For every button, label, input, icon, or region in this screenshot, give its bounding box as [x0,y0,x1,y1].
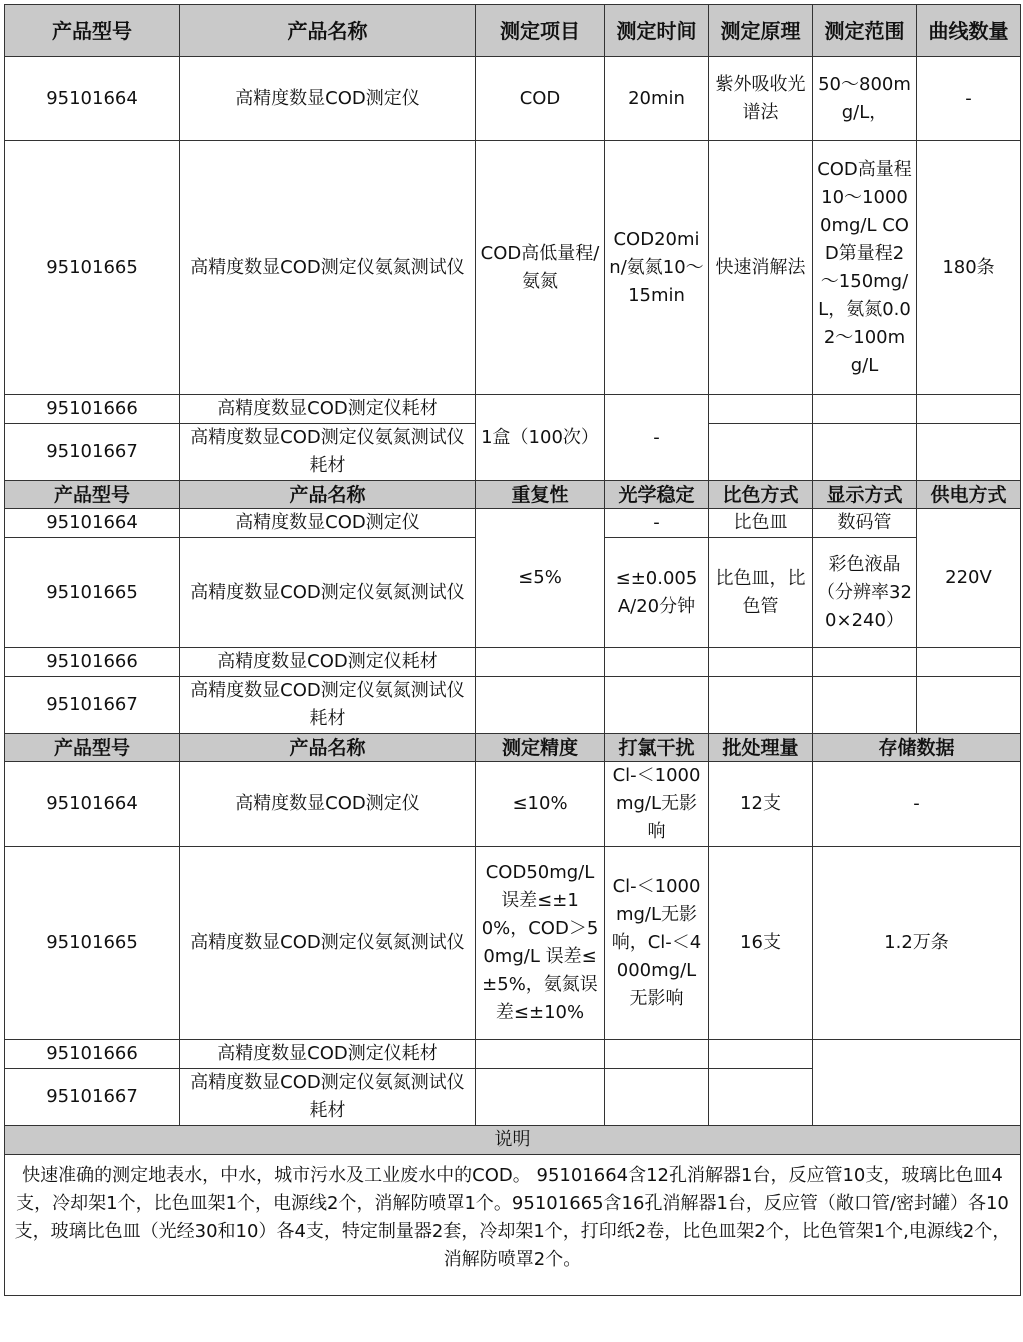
empty-cell [709,395,813,424]
header-item: 测定项目 [476,5,605,57]
range-cell: 50～800mg/L， [813,57,917,141]
model-cell: 95101667 [5,424,180,481]
model-cell: 95101665 [5,538,180,648]
product-name-cell: 高精度数显COD测定仪氨氮测试仪 [180,141,476,395]
table-row [5,141,1021,395]
notes-title: 说明 [5,1126,1021,1155]
notes-text: 快速准确的测定地表水，中水，城市污水及工业废水中的COD。 95101664含12孔消解器1台，反应管10支，玻璃比色皿4支，冷却架1个，比色皿架1个，电源线2个，消解防喷罩1个。95101665含16孔消解器1台，反应管（敞口管/密封罐）各10支，玻璃比色皿（光经30和10）各4支，特定制量器2套，冷却架1个，打印纸2卷，比色皿架2个，比色管架1个,电源线2个，消解防喷罩2个。 [5,1155,1021,1296]
color-method-cell: 比色皿 [709,509,813,538]
model-cell: 95101666 [5,395,180,424]
stability-cell: ≤±0.005A/20分钟 [605,538,709,648]
header-stability: 光学稳定 [605,481,709,509]
product-name-cell: 高精度数显COD测定仪 [180,762,476,847]
range-cell: COD高量程10～10000mg/L COD第量程2～150mg/L，氨氮0.02～100mg/L [813,141,917,395]
product-name-cell: 高精度数显COD测定仪氨氮测试仪 [180,847,476,1040]
empty-cell [917,677,1021,734]
empty-cell [709,1040,813,1069]
empty-cell [813,677,917,734]
model-cell: 95101667 [5,677,180,734]
model-cell: 95101664 [5,57,180,141]
empty-cell [605,677,709,734]
product-name-cell: 高精度数显COD测定仪耗材 [180,1040,476,1069]
product-name-cell: 高精度数显COD测定仪氨氮测试仪耗材 [180,677,476,734]
chlorine-cell: Cl-＜1000mg/L无影响 [605,762,709,847]
color-method-cell: 比色皿，比色管 [709,538,813,648]
header-curves: 曲线数量 [917,5,1021,57]
header-color-method: 比色方式 [709,481,813,509]
empty-cell [476,648,605,677]
empty-cell [709,424,813,481]
table-row [5,677,1021,734]
stability-cell: - [605,509,709,538]
principle-cell: 快速消解法 [709,141,813,395]
display-cell: 彩色液晶（分辨率320×240） [813,538,917,648]
table-row [5,847,1021,1040]
header-accuracy: 测定精度 [476,734,605,762]
storage-cell: 1.2万条 [813,847,1021,1040]
empty-cell [709,677,813,734]
product-name-cell: 高精度数显COD测定仪氨氮测试仪耗材 [180,424,476,481]
header-power: 供电方式 [917,481,1021,509]
header-chlorine: 打氯干扰 [605,734,709,762]
empty-cell [813,395,917,424]
empty-cell [476,1069,605,1126]
empty-cell [813,1040,1021,1126]
empty-cell [709,1069,813,1126]
header-range: 测定范围 [813,5,917,57]
repeatability-cell: ≤5% [476,509,605,648]
chlorine-cell: Cl-＜1000mg/L无影响，Cl-＜4000mg/L无影响 [605,847,709,1040]
item-cell: 1盒（100次） [476,395,605,481]
header-name: 产品名称 [180,481,476,509]
empty-cell [605,1069,709,1126]
model-cell: 95101665 [5,141,180,395]
header-time: 测定时间 [605,5,709,57]
product-name-cell: 高精度数显COD测定仪耗材 [180,648,476,677]
empty-cell [605,1040,709,1069]
header-model: 产品型号 [5,5,180,57]
product-spec-table [4,4,1021,1296]
batch-cell: 16支 [709,847,813,1040]
table-row [5,57,1021,141]
model-cell: 95101665 [5,847,180,1040]
model-cell: 95101666 [5,648,180,677]
power-cell: 220V [917,509,1021,648]
header-name: 产品名称 [180,5,476,57]
header-model: 产品型号 [5,734,180,762]
item-cell: COD高低量程/氨氮 [476,141,605,395]
product-name-cell: 高精度数显COD测定仪 [180,57,476,141]
storage-cell: - [813,762,1021,847]
empty-cell [476,677,605,734]
item-cell: COD [476,57,605,141]
empty-cell [813,424,917,481]
empty-cell [709,648,813,677]
table-row [5,648,1021,677]
batch-cell: 12支 [709,762,813,847]
accuracy-cell: ≤10% [476,762,605,847]
header-storage: 存储数据 [813,734,1021,762]
curves-cell: 180条 [917,141,1021,395]
model-cell: 95101664 [5,509,180,538]
header-batch: 批处理量 [709,734,813,762]
model-cell: 95101666 [5,1040,180,1069]
product-name-cell: 高精度数显COD测定仪 [180,509,476,538]
section1-header-row [5,5,1021,57]
product-name-cell: 高精度数显COD测定仪氨氮测试仪耗材 [180,1069,476,1126]
principle-cell: 紫外吸收光谱法 [709,57,813,141]
empty-cell [476,1040,605,1069]
time-cell: - [605,395,709,481]
display-cell: 数码管 [813,509,917,538]
header-name: 产品名称 [180,734,476,762]
model-cell: 95101667 [5,1069,180,1126]
time-cell: 20min [605,57,709,141]
curves-cell: - [917,57,1021,141]
accuracy-cell: COD50mg/L误差≤±10%，COD＞50mg/L 误差≤±5%，氨氮误差≤±10% [476,847,605,1040]
header-model: 产品型号 [5,481,180,509]
product-name-cell: 高精度数显COD测定仪耗材 [180,395,476,424]
empty-cell [917,395,1021,424]
empty-cell [605,648,709,677]
table-row [5,395,1021,424]
model-cell: 95101664 [5,762,180,847]
notes-row [5,1155,1021,1296]
notes-title-row [5,1126,1021,1155]
section2-header-row [5,481,1021,509]
table-row [5,509,1021,538]
header-display: 显示方式 [813,481,917,509]
time-cell: COD20min/氨氮10～15min [605,141,709,395]
empty-cell [917,648,1021,677]
empty-cell [813,648,917,677]
product-name-cell: 高精度数显COD测定仪氨氮测试仪 [180,538,476,648]
table-row [5,1040,1021,1069]
empty-cell [917,424,1021,481]
table-row [5,762,1021,847]
section3-header-row [5,734,1021,762]
header-principle: 测定原理 [709,5,813,57]
header-repeatability: 重复性 [476,481,605,509]
